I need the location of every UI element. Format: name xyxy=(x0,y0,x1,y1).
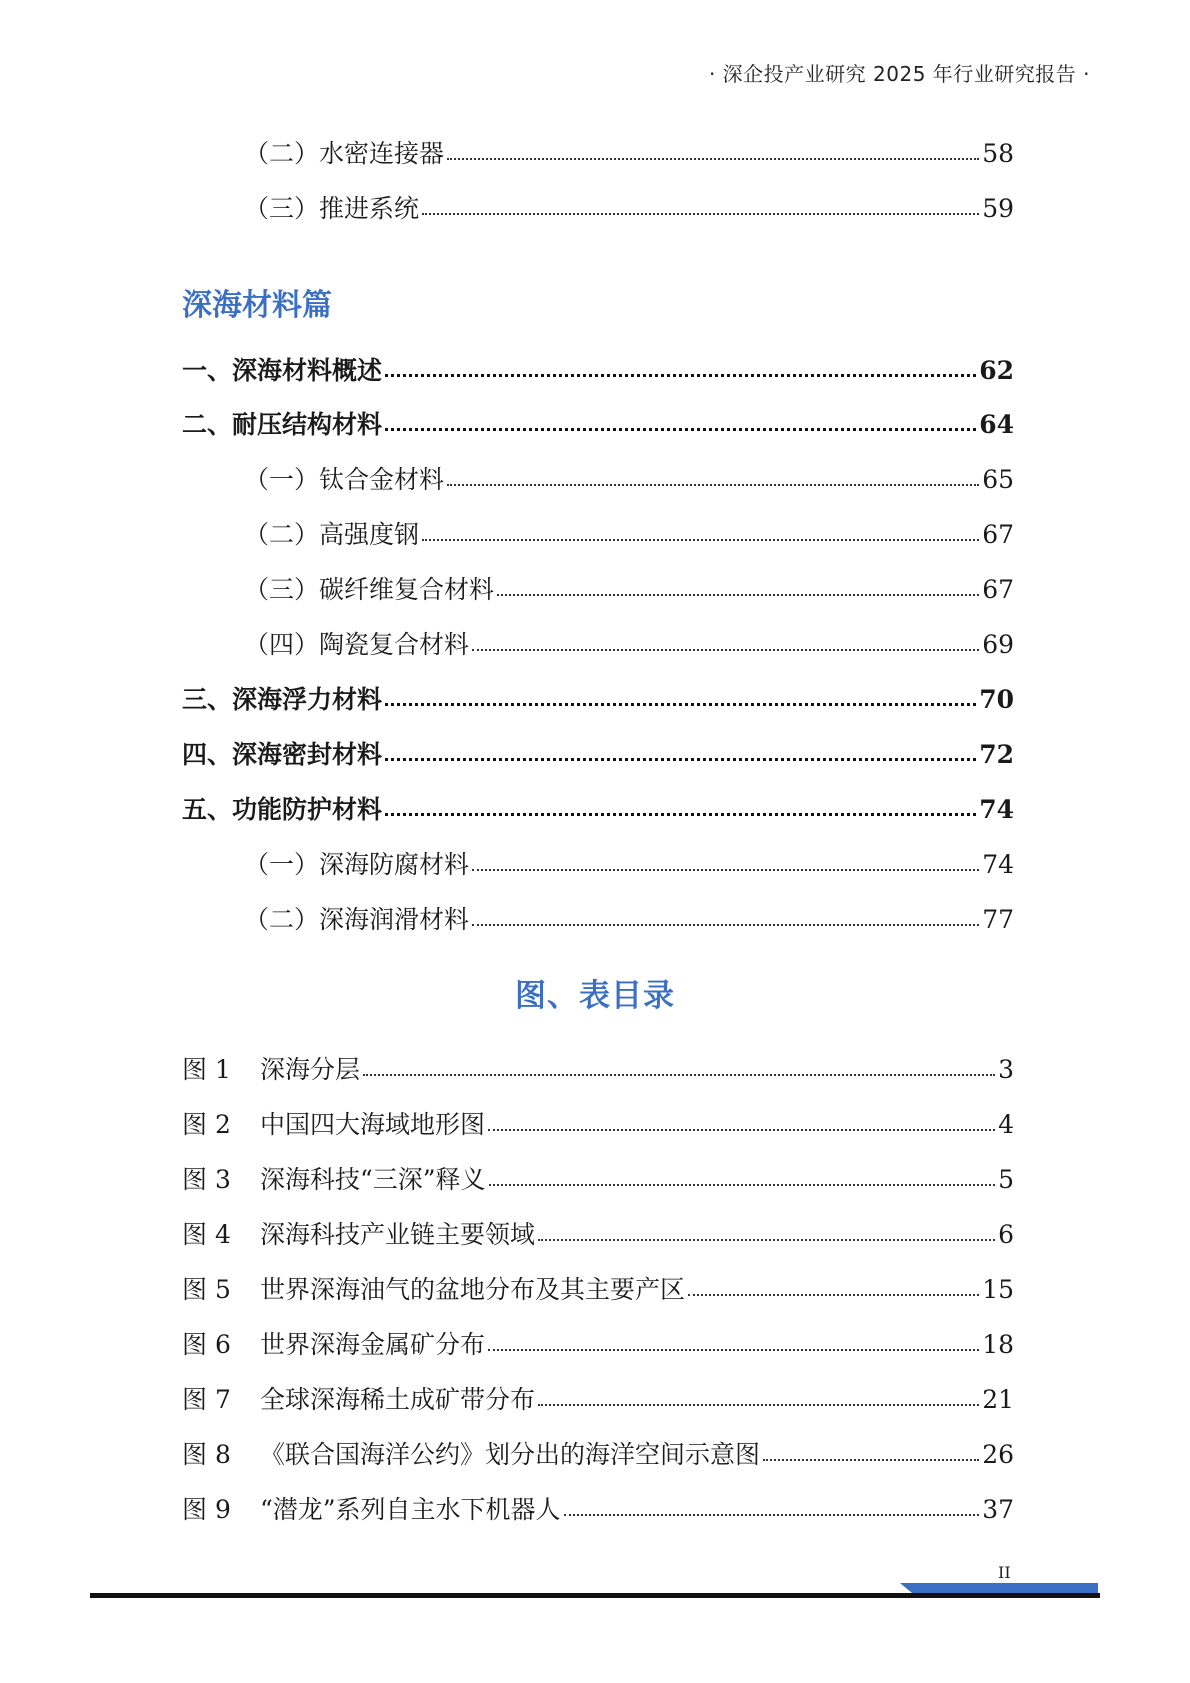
toc-entry-title: 五、功能防护材料 xyxy=(182,795,383,824)
footer-page-number: II xyxy=(998,1563,1011,1582)
dot-leader xyxy=(489,1184,996,1186)
toc-entry-page: 69 xyxy=(982,630,1014,659)
toc-entry-page: 64 xyxy=(979,410,1014,439)
figure-page: 21 xyxy=(982,1385,1014,1414)
dot-leader xyxy=(538,1404,979,1406)
figure-page: 5 xyxy=(998,1165,1014,1194)
dot-leader xyxy=(385,758,976,761)
figure-entry[interactable] xyxy=(0,1488,1190,1528)
figure-number: 图 7 xyxy=(182,1385,231,1414)
running-header: · 深企投产业研究 2025 年行业研究报告 · xyxy=(708,62,1090,86)
figure-title: 《联合国海洋公约》划分出的海洋空间示意图 xyxy=(260,1440,761,1469)
toc-entry-page: 74 xyxy=(982,850,1014,879)
footer-rule xyxy=(90,1593,1100,1598)
dot-leader xyxy=(447,484,979,486)
figure-entry[interactable] xyxy=(0,1103,1190,1143)
toc-entry[interactable] xyxy=(0,349,1190,389)
toc-entry-page: 59 xyxy=(982,194,1014,223)
toc-entry[interactable] xyxy=(0,132,1190,172)
figure-entry[interactable] xyxy=(0,1268,1190,1308)
dot-leader xyxy=(472,869,979,871)
figure-page: 18 xyxy=(982,1330,1014,1359)
figure-title: 深海科技产业链主要领域 xyxy=(260,1220,536,1249)
toc-entry[interactable] xyxy=(0,843,1190,883)
toc-entry-title: （二）深海润滑材料 xyxy=(244,905,470,934)
toc-entry-title: （三）碳纤维复合材料 xyxy=(244,575,495,604)
toc-entry[interactable] xyxy=(0,898,1190,938)
toc-entry[interactable] xyxy=(0,458,1190,498)
toc-entry-title: （四）陶瓷复合材料 xyxy=(244,630,470,659)
figure-number: 图 4 xyxy=(182,1220,231,1249)
toc-entry-page: 67 xyxy=(982,575,1014,604)
toc-entry[interactable] xyxy=(0,513,1190,553)
dot-leader xyxy=(422,213,979,215)
figure-number: 图 9 xyxy=(182,1495,231,1524)
toc-entry-title: 四、深海密封材料 xyxy=(182,740,383,769)
dot-leader xyxy=(472,649,979,651)
dot-leader xyxy=(447,158,979,160)
toc-entry-page: 62 xyxy=(979,356,1014,385)
dot-leader xyxy=(385,374,976,377)
figure-title: 世界深海油气的盆地分布及其主要产区 xyxy=(260,1275,686,1304)
toc-entry-title: 二、耐压结构材料 xyxy=(182,410,383,439)
figure-page: 15 xyxy=(982,1275,1014,1304)
toc-entry-page: 67 xyxy=(982,520,1014,549)
toc-entry-title: （三）推进系统 xyxy=(244,194,420,223)
dot-leader xyxy=(385,813,976,816)
figure-title: “潜龙”系列自主水下机器人 xyxy=(260,1495,561,1524)
dot-leader xyxy=(488,1349,979,1351)
figure-number: 图 8 xyxy=(182,1440,231,1469)
dot-leader xyxy=(763,1459,979,1461)
toc-entry-page: 58 xyxy=(982,139,1014,168)
toc-entry-title: （二）水密连接器 xyxy=(244,139,445,168)
toc-entry[interactable] xyxy=(0,788,1190,828)
figure-page: 6 xyxy=(998,1220,1014,1249)
figure-title: 深海分层 xyxy=(260,1055,361,1084)
figure-entry[interactable] xyxy=(0,1158,1190,1198)
section-heading-materials: 深海材料篇 xyxy=(182,288,332,323)
dot-leader xyxy=(564,1514,980,1516)
figure-title: 全球深海稀土成矿带分布 xyxy=(260,1385,536,1414)
figure-number: 图 5 xyxy=(182,1275,231,1304)
toc-entry[interactable] xyxy=(0,678,1190,718)
figure-entry[interactable] xyxy=(0,1378,1190,1418)
toc-entry-title: 一、深海材料概述 xyxy=(182,356,383,385)
toc-entry-title: （一）钛合金材料 xyxy=(244,465,445,494)
toc-entry-title: （二）高强度钢 xyxy=(244,520,420,549)
figures-heading: 图、表目录 xyxy=(515,978,675,1014)
dot-leader xyxy=(497,594,979,596)
figure-number: 图 6 xyxy=(182,1330,231,1359)
toc-entry-title: 三、深海浮力材料 xyxy=(182,685,383,714)
toc-entry-page: 65 xyxy=(982,465,1014,494)
figure-title: 深海科技“三深”释义 xyxy=(260,1165,486,1194)
dot-leader xyxy=(488,1129,995,1131)
figure-page: 26 xyxy=(982,1440,1014,1469)
figure-number: 图 2 xyxy=(182,1110,231,1139)
toc-entry[interactable] xyxy=(0,187,1190,227)
dot-leader xyxy=(688,1294,979,1296)
toc-entry[interactable] xyxy=(0,568,1190,608)
figure-page: 4 xyxy=(998,1110,1014,1139)
figure-entry[interactable] xyxy=(0,1048,1190,1088)
toc-entry-page: 72 xyxy=(979,740,1014,769)
dot-leader xyxy=(385,428,976,431)
toc-entry-page: 74 xyxy=(979,795,1014,824)
figure-number: 图 3 xyxy=(182,1165,231,1194)
figure-page: 3 xyxy=(998,1055,1014,1084)
dot-leader xyxy=(538,1239,995,1241)
figure-title: 中国四大海域地形图 xyxy=(260,1110,486,1139)
toc-entry[interactable] xyxy=(0,733,1190,773)
toc-entry[interactable] xyxy=(0,623,1190,663)
figure-number: 图 1 xyxy=(182,1055,231,1084)
figure-page: 37 xyxy=(982,1495,1014,1524)
toc-entry-title: （一）深海防腐材料 xyxy=(244,850,470,879)
toc-entry[interactable] xyxy=(0,403,1190,443)
dot-leader xyxy=(472,924,979,926)
dot-leader xyxy=(422,539,979,541)
toc-entry-page: 70 xyxy=(979,685,1014,714)
figure-entry[interactable] xyxy=(0,1213,1190,1253)
dot-leader xyxy=(385,703,976,706)
figure-title: 世界深海金属矿分布 xyxy=(260,1330,486,1359)
figure-entry[interactable] xyxy=(0,1433,1190,1473)
dot-leader xyxy=(363,1074,995,1076)
toc-entry-page: 77 xyxy=(982,905,1014,934)
figure-entry[interactable] xyxy=(0,1323,1190,1363)
footer-accent-bar xyxy=(900,1583,1098,1593)
